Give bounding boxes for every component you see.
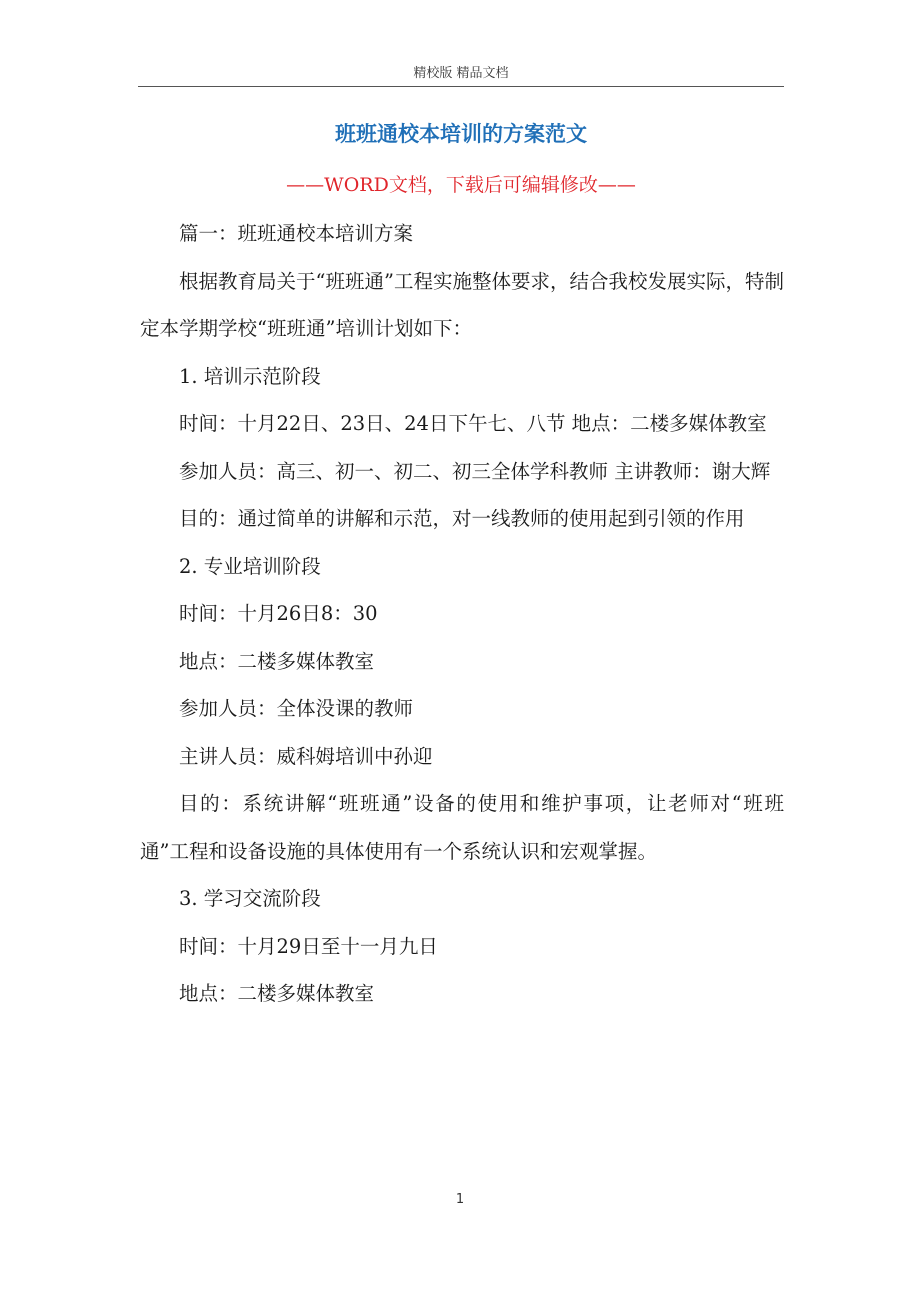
paragraph: 地点：二楼多媒体教室 bbox=[179, 982, 375, 1005]
paragraph: 参加人员：全体没课的教师 bbox=[179, 697, 414, 720]
paragraph: 时间：十月29日至十一月九日 bbox=[179, 934, 438, 958]
paragraph: 主讲人员：威科姆培训中孙迎 bbox=[179, 744, 433, 768]
paragraph: 时间：十月22日、23日、24日下午七、八节 地点：二楼多媒体教室 bbox=[179, 412, 767, 435]
paragraph: 3. 学习交流阶段 bbox=[179, 887, 321, 910]
paragraph: 篇一：班班通校本培训方案 bbox=[179, 222, 414, 245]
paragraph: 1. 培训示范阶段 bbox=[179, 364, 321, 388]
document-body bbox=[140, 210, 784, 1018]
page-header: 精校版 精品文档 bbox=[413, 66, 509, 81]
paragraph: 参加人员：高三、初一、初二、初三全体学科教师 主讲教师：谢大辉 bbox=[179, 459, 771, 483]
document-title: 班班通校本培训的方案范文 bbox=[335, 122, 587, 146]
paragraph: 目的：系统讲解“班班通”设备的使用和维护事项，让老师对“班班通”工程和设备设施的具体使用有一个系统认识和宏观掌握。 bbox=[140, 792, 784, 863]
paragraph: 时间：十月26日8：30 bbox=[179, 602, 378, 625]
paragraph: 地点：二楼多媒体教室 bbox=[179, 649, 375, 673]
header-divider bbox=[138, 86, 784, 87]
paragraph: 2. 专业培训阶段 bbox=[179, 554, 321, 578]
document-subtitle: ——WORD文档，下载后可编辑修改—— bbox=[286, 174, 636, 196]
paragraph: 根据教育局关于“班班通”工程实施整体要求，结合我校发展实际，特制定本学期学校“班班通”培训计划如下： bbox=[140, 269, 784, 340]
paragraph: 目的：通过简单的讲解和示范，对一线教师的使用起到引领的作用 bbox=[179, 507, 745, 530]
page-number: 1 bbox=[455, 1192, 465, 1207]
